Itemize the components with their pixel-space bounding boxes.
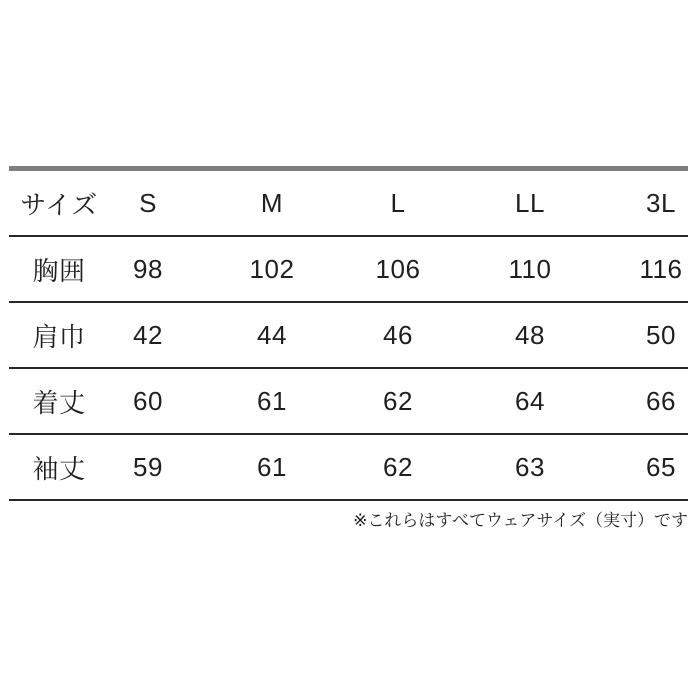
table-row-body-length — [9, 368, 688, 434]
header-cell-size: サイズ — [9, 169, 109, 237]
value-cell: 63 — [439, 434, 621, 500]
value-cell: 102 — [187, 236, 357, 302]
value-cell: 62 — [357, 434, 439, 500]
value-cell: 48 — [439, 302, 621, 368]
table-row-shoulder — [9, 302, 688, 368]
header-cell-ll: LL — [439, 169, 621, 237]
header-cell-m: M — [187, 169, 357, 237]
value-cell: 116 — [621, 236, 688, 302]
table-row-chest — [9, 236, 688, 302]
row-label-sleeve-length: 袖丈 — [9, 434, 109, 500]
value-cell: 60 — [109, 368, 187, 434]
row-label-body-length: 着丈 — [9, 368, 109, 434]
value-cell: 61 — [187, 368, 357, 434]
row-label-chest: 胸囲 — [9, 236, 109, 302]
value-cell: 64 — [439, 368, 621, 434]
footnote: ※これらはすべてウェアサイズ（実寸）です — [353, 511, 688, 530]
value-cell: 98 — [109, 236, 187, 302]
value-cell: 50 — [621, 302, 688, 368]
row-label-shoulder: 肩巾 — [9, 302, 109, 368]
value-cell: 61 — [187, 434, 357, 500]
value-cell: 62 — [357, 368, 439, 434]
table-row-sleeve-length — [9, 434, 688, 500]
value-cell: 66 — [621, 368, 688, 434]
header-cell-l: L — [357, 169, 439, 237]
header-cell-3l: 3L — [621, 169, 688, 237]
value-cell: 65 — [621, 434, 688, 500]
value-cell: 42 — [109, 302, 187, 368]
value-cell: 106 — [357, 236, 439, 302]
value-cell: 44 — [187, 302, 357, 368]
header-cell-s: S — [109, 169, 187, 237]
value-cell: 46 — [357, 302, 439, 368]
size-chart-table — [9, 166, 688, 501]
value-cell: 110 — [439, 236, 621, 302]
header-row — [9, 169, 688, 237]
value-cell: 59 — [109, 434, 187, 500]
